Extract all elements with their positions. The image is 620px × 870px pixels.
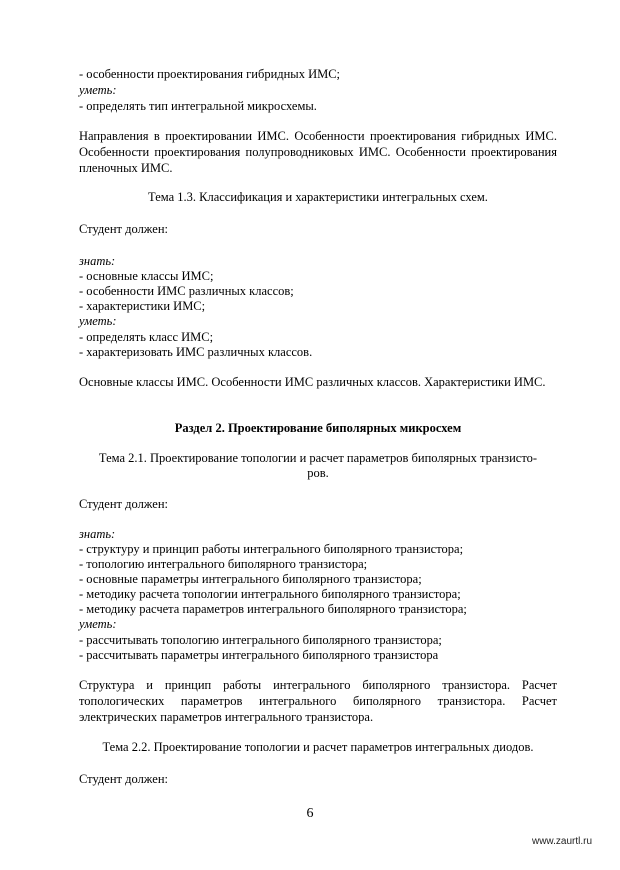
text-line: - характеристики ИМС;	[79, 299, 206, 313]
topic-heading: Тема 1.3. Классификация и характеристики интегральных схем.	[148, 190, 488, 204]
paragraph-text: Структура и принцип работы интегрального биполярного транзистора. Расчет топологических параметров интегрального биполярного транзистора. Расчет электрических параметров интегрального транзистора.	[79, 678, 557, 724]
section-heading: Раздел 2. Проектирование биполярных микросхем	[174, 421, 462, 435]
text-line: - рассчитывать топологию интегрального биполярного транзистора;	[79, 633, 442, 647]
page-number: 6	[306, 806, 314, 821]
text-line-label: уметь:	[79, 617, 117, 631]
student-must: Студент должен:	[79, 772, 168, 786]
footer-url: www.zaurtl.ru	[531, 836, 592, 847]
text-line: - основные параметры интегрального биполярного транзистора;	[79, 572, 422, 586]
paragraph	[79, 128, 557, 176]
text-line-label: знать:	[79, 254, 116, 268]
text-line: - методику расчета параметров интегрального биполярного транзистора;	[79, 602, 467, 616]
text-line-label: уметь:	[79, 83, 117, 97]
text-line: - рассчитывать параметры интегрального биполярного транзистора	[79, 648, 439, 662]
text-line: - структуру и принцип работы интегрального биполярного транзистора;	[79, 542, 464, 556]
text-line: - методику расчета топологии интегрального биполярного транзистора;	[79, 587, 461, 601]
paragraph-text: Направления в проектировании ИМС. Особенности проектирования гибридных ИМС. Особенности проектирования полупроводниковых ИМС. Особенности проектирования пленочных ИМС.	[79, 129, 557, 175]
text-line: - определять класс ИМС;	[79, 330, 214, 344]
text-line: - основные классы ИМС;	[79, 269, 214, 283]
topic-heading: Тема 2.2. Проектирование топологии и расчет параметров интегральных диодов.	[102, 740, 534, 754]
text-line: - характеризовать ИМС различных классов.	[79, 345, 313, 359]
text-line: - определять тип интегральной микросхемы.	[79, 99, 317, 113]
student-must: Студент должен:	[79, 497, 168, 511]
text-line: - топологию интегрального биполярного транзистора;	[79, 557, 368, 571]
text-line: - особенности ИМС различных классов;	[79, 284, 294, 298]
paragraph-text: Основные классы ИМС. Особенности ИМС различных классов. Характеристики ИМС.	[79, 375, 546, 389]
text-line-label: знать:	[79, 527, 116, 541]
paragraph	[79, 374, 557, 390]
text-line-label: уметь:	[79, 314, 117, 328]
topic-heading-line1: Тема 2.1. Проектирование топологии и расчет параметров биполярных транзисто-	[98, 451, 538, 465]
topic-heading-line2: ров.	[307, 466, 329, 480]
student-must: Студент должен:	[79, 222, 168, 236]
paragraph	[79, 677, 557, 725]
text-line: - особенности проектирования гибридных ИМС;	[79, 67, 341, 81]
